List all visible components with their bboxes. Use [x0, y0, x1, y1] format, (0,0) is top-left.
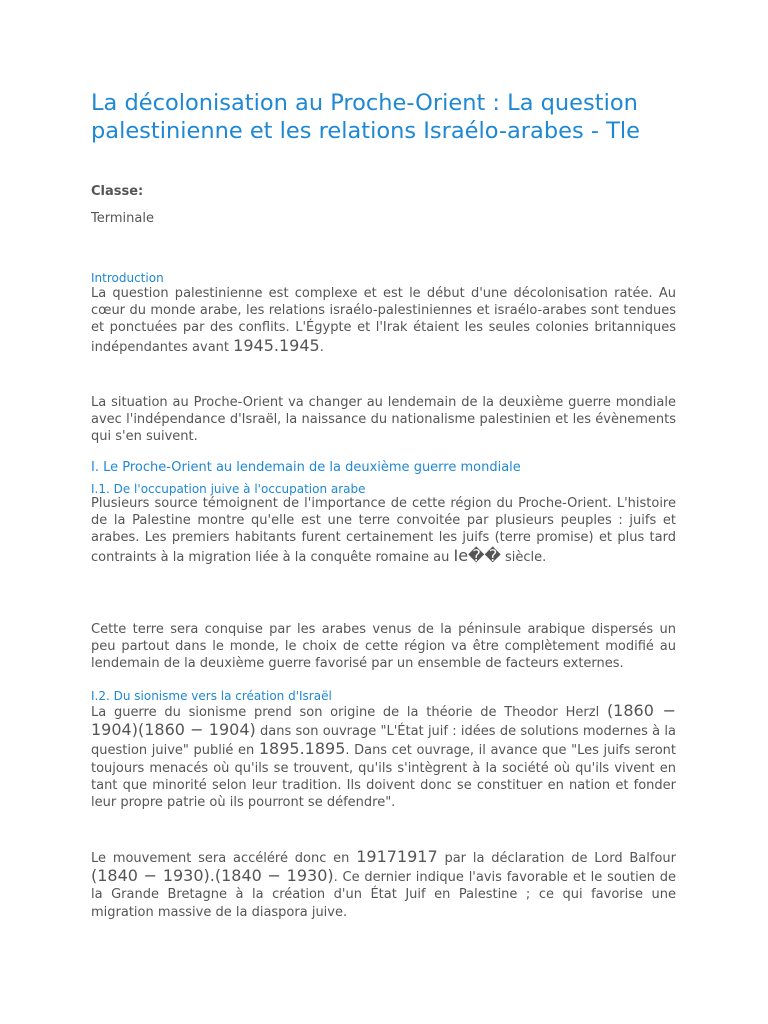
math-year-1895: 1895.1895 [258, 739, 346, 759]
subsection-1-1-paragraph-1-text: Plusieurs source témoignent de l'importance de cette région du Proche-Orient. L'histoire de la Palestine montre qu'elle est une terre convoitée par plusieurs peuples : juifs et arabes. Les premiers habitants furent certainement les juifs (terre promise) et plus tard contraints à la migration liée à la conquête romaine au [91, 496, 676, 565]
subsection-1-2-paragraph-1-text-a: La guerre du sionisme prend son origine de la théorie de Theodor Herzl [91, 705, 600, 720]
math-century: Ie�� [453, 545, 501, 565]
math-herzl-dates: (1860 − 1904)(1860 − 1904) [91, 701, 676, 740]
class-value: Terminale [91, 211, 154, 226]
introduction-paragraph-1-end: . [319, 339, 324, 355]
subsection-1-2-heading: I.2. Du sionisme vers la création d'Israël [91, 689, 332, 703]
math-balfour-dates: (1840 − 1930).(1840 − 1930) [91, 866, 334, 886]
introduction-paragraph-1-text: La question palestinienne est complexe et est le début d'une décolonisation ratée. Au cœur du monde arabe, les relations israélo-palestiniennes et israélo-arabes sont tendues et ponctuées par des conflits. L'Égypte et l'Irak étaient les seules colonies britanniques indépendantes avant [91, 286, 676, 355]
subsection-1-2-paragraph-2-text-c: . Ce dernier indique l'avis favorable et le soutien de la Grande Bretagne à la création d'un État Juif en Palestine ; ce qui favorise une migration massive de la diaspora juive. [91, 870, 676, 920]
document-title: La décolonisation au Proche-Orient : La question palestinienne et les relations Israélo-arabes - Tle [91, 90, 640, 144]
subsection-1-2-paragraph-2-text-b: par la déclaration de Lord Balfour [444, 851, 676, 866]
section-1-heading: I. Le Proche-Orient au lendemain de la deuxième guerre mondiale [91, 460, 521, 475]
math-year-1917: 19171917 [356, 847, 438, 866]
subsection-1-1-heading: I.1. De l'occupation juive à l'occupation arabe [91, 482, 366, 496]
introduction-paragraph-1 [91, 285, 676, 356]
subsection-1-2-paragraph-2-text-a: Le mouvement sera accéléré donc en [91, 851, 350, 866]
class-label: Classe: [91, 184, 144, 199]
subsection-1-1-paragraph-1 [91, 495, 676, 566]
subsection-1-2-paragraph-1-text-b: dans son ouvrage "L'État juif : idées de solutions modernes à la question juive" publié en [91, 724, 676, 759]
introduction-heading: Introduction [91, 271, 164, 285]
subsection-1-1-paragraph-2: Cette terre sera conquise par les arabes venus de la péninsule arabique dispersés un peu partout dans le monde, le choix de cette région va être complètement modifié au lendemain de la deuxième guerre favorisé par un ensemble de facteurs externes. [91, 622, 676, 672]
subsection-1-2-paragraph-1-text-c: . Dans cet ouvrage, il avance que "Les juifs seront toujours menacés où qu'ils se trouvent, qu'ils s'intègrent à la société où qu'ils vivent en tant que minorité selon leur tradition. Ils doivent donc se constituer en nation et fonder leur propre patrie où ils pourront se défendre". [91, 743, 676, 811]
math-year-1945: 1945.1945 [233, 335, 320, 355]
subsection-1-1-paragraph-1-end: siècle. [500, 549, 547, 565]
subsection-1-2-paragraph-1 [91, 702, 676, 811]
subsection-1-2-paragraph-2 [91, 848, 676, 921]
introduction-paragraph-2: La situation au Proche-Orient va changer au lendemain de la deuxième guerre mondiale avec l'indépendance d'Israël, la naissance du nationalisme palestinien et les évènements qui s'en suivent. [91, 395, 676, 445]
